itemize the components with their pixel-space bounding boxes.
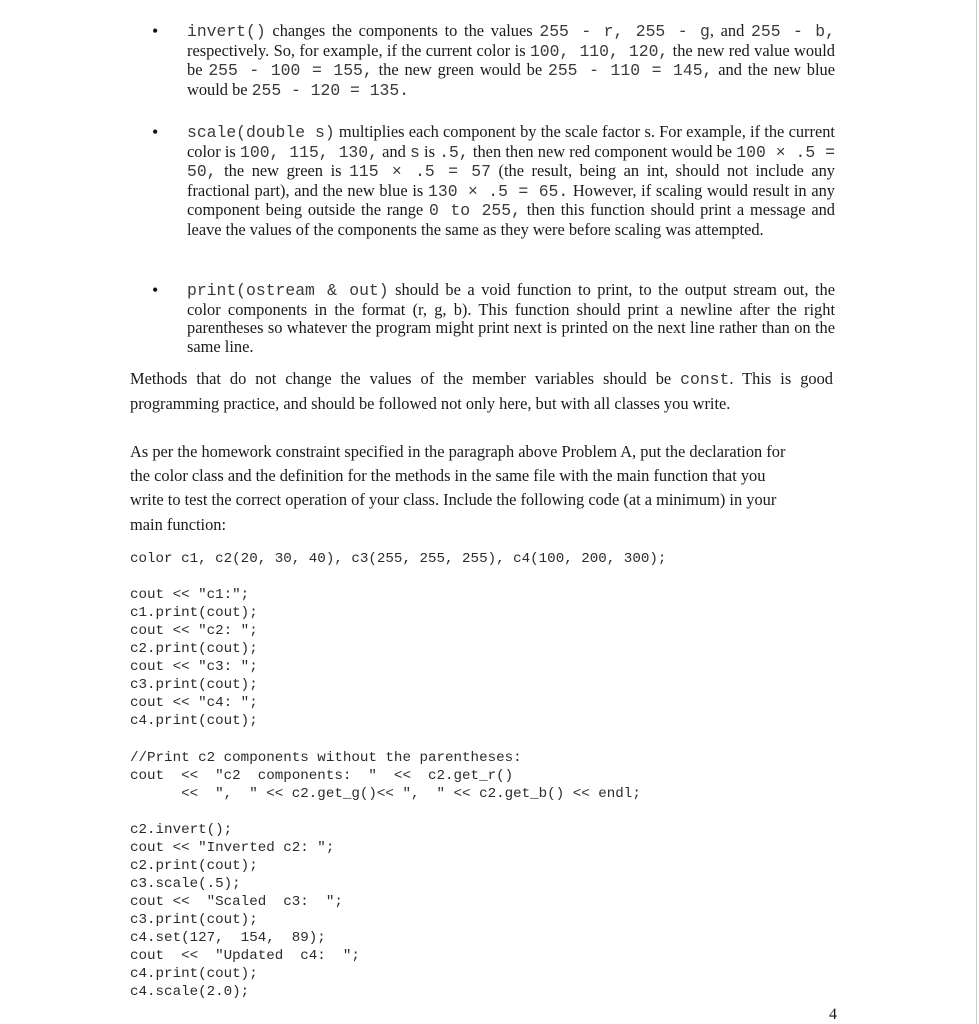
inline-code: 255 - 120 = 135. [251,80,410,100]
bullet-marker: • [152,122,159,142]
code-line: c2.invert(); [130,822,233,838]
bullet-scale [187,123,835,240]
code-line: c3.print(cout); [130,912,258,928]
prose-text: and the new blue would be [187,60,836,99]
bullet-marker: • [152,280,159,300]
invert-description [187,21,835,99]
code-line: c1.print(cout); [130,605,258,621]
const-text-before: Methods that do not change the values of the member variables should be [130,369,681,388]
code-line: cout << "c4: "; [130,695,258,711]
prose-text: (the result, being an int, should not include any fractional part), and the new blue is [187,161,835,200]
inline-code: 255 - r, 255 - g [539,22,710,41]
code-line: << ", " << c2.get_g()<< ", " << c2.get_b() << endl; [130,786,641,802]
prose-text: the new red value would be [187,40,835,80]
code-line: c3.scale(.5); [130,876,241,892]
prose-text: However, if scaling would result in any component being outside the range [187,180,835,220]
bullet-print [187,281,835,356]
code-line: c2.print(cout); [130,641,258,657]
print-signature: print(ostream & out) [187,281,389,300]
inline-code: .5, [439,142,469,162]
bullet-invert [187,22,835,100]
homework-paragraph: As per the homework constraint specified in the paragraph above Problem A, put the declaration for the color class and the definition for the methods in the same file with the main function that you write to test the correct operation of your class. Include the following code (at a minimum) in your main function: [130,442,786,534]
invert-signature: invert() [187,22,266,41]
prose-text: is [419,141,440,161]
prose-text: then then new red component would be [468,141,737,161]
inline-code: s [410,142,420,162]
code-line: cout << "c2: "; [130,623,258,639]
prose-text: the new green is [216,161,350,181]
prose-text: respectively. So, for example, if the current color is [187,40,530,60]
code-line: cout << "c1:"; [130,587,250,603]
code-line: c4.scale(2.0); [130,984,250,1000]
prose-text: multiplies each component by the scale factor s. For example, if the current color is [187,122,835,161]
page-number: 4 [829,1006,837,1023]
code-declaration: color c1, c2(20, 30, 40), c3(255, 255, 255), c4(100, 200, 300); [130,551,667,567]
bullet-marker: • [152,21,159,41]
inline-code: 100, 110, 120, [529,41,669,61]
inline-code: 0 to 255, [429,201,521,221]
prose-text: should be a void function to print, to the output stream out, the color components in the format (r, g, b). This function should print a newline after the right parentheses so whatever the program might print next is printed on the next line rather than on the same line. [187,280,835,356]
prose-text: then this function should print a message and leave the values of the components the same as they were before scaling was attempted. [187,200,835,239]
inline-code: 115 × .5 = 57 [349,162,491,182]
const-text-after: . This is good programming practice, and should be followed not only here, but with all classes you write. [130,369,833,414]
inline-code: 255 - 110 = 145, [548,61,713,81]
inline-code: 255 - 100 = 155, [208,61,373,81]
const-paragraph [130,367,833,416]
scale-signature: scale(double s) [187,123,335,142]
code-line: c4.set(127, 154, 89); [130,930,326,946]
code-line: cout << "Inverted c2: "; [130,840,335,856]
code-line: cout << "c3: "; [130,659,258,675]
code-line: c3.print(cout); [130,677,258,693]
prose-text: changes the components to the values [265,21,540,40]
inline-code: 100, 115, 130, [240,142,378,162]
inline-code: 100 × .5 = 50, [187,142,835,182]
prose-text: the new green would be [372,60,548,80]
code-line: cout << "Updated c4: "; [130,948,360,964]
code-line: cout << "c2 components: " << c2.get_r() [130,768,514,784]
prose-text: and [377,141,411,161]
code-line: c4.print(cout); [130,713,258,729]
code-line: cout << "Scaled c3: "; [130,894,343,910]
const-keyword: const [680,370,730,389]
code-line: c2.print(cout); [130,858,258,874]
inline-code: 255 - b, [751,22,835,41]
code-comment: //Print c2 components without the parentheses: [130,750,522,766]
prose-text: , and [709,21,752,40]
inline-code: 130 × .5 = 65. [428,181,569,201]
code-line: c4.print(cout); [130,966,258,982]
